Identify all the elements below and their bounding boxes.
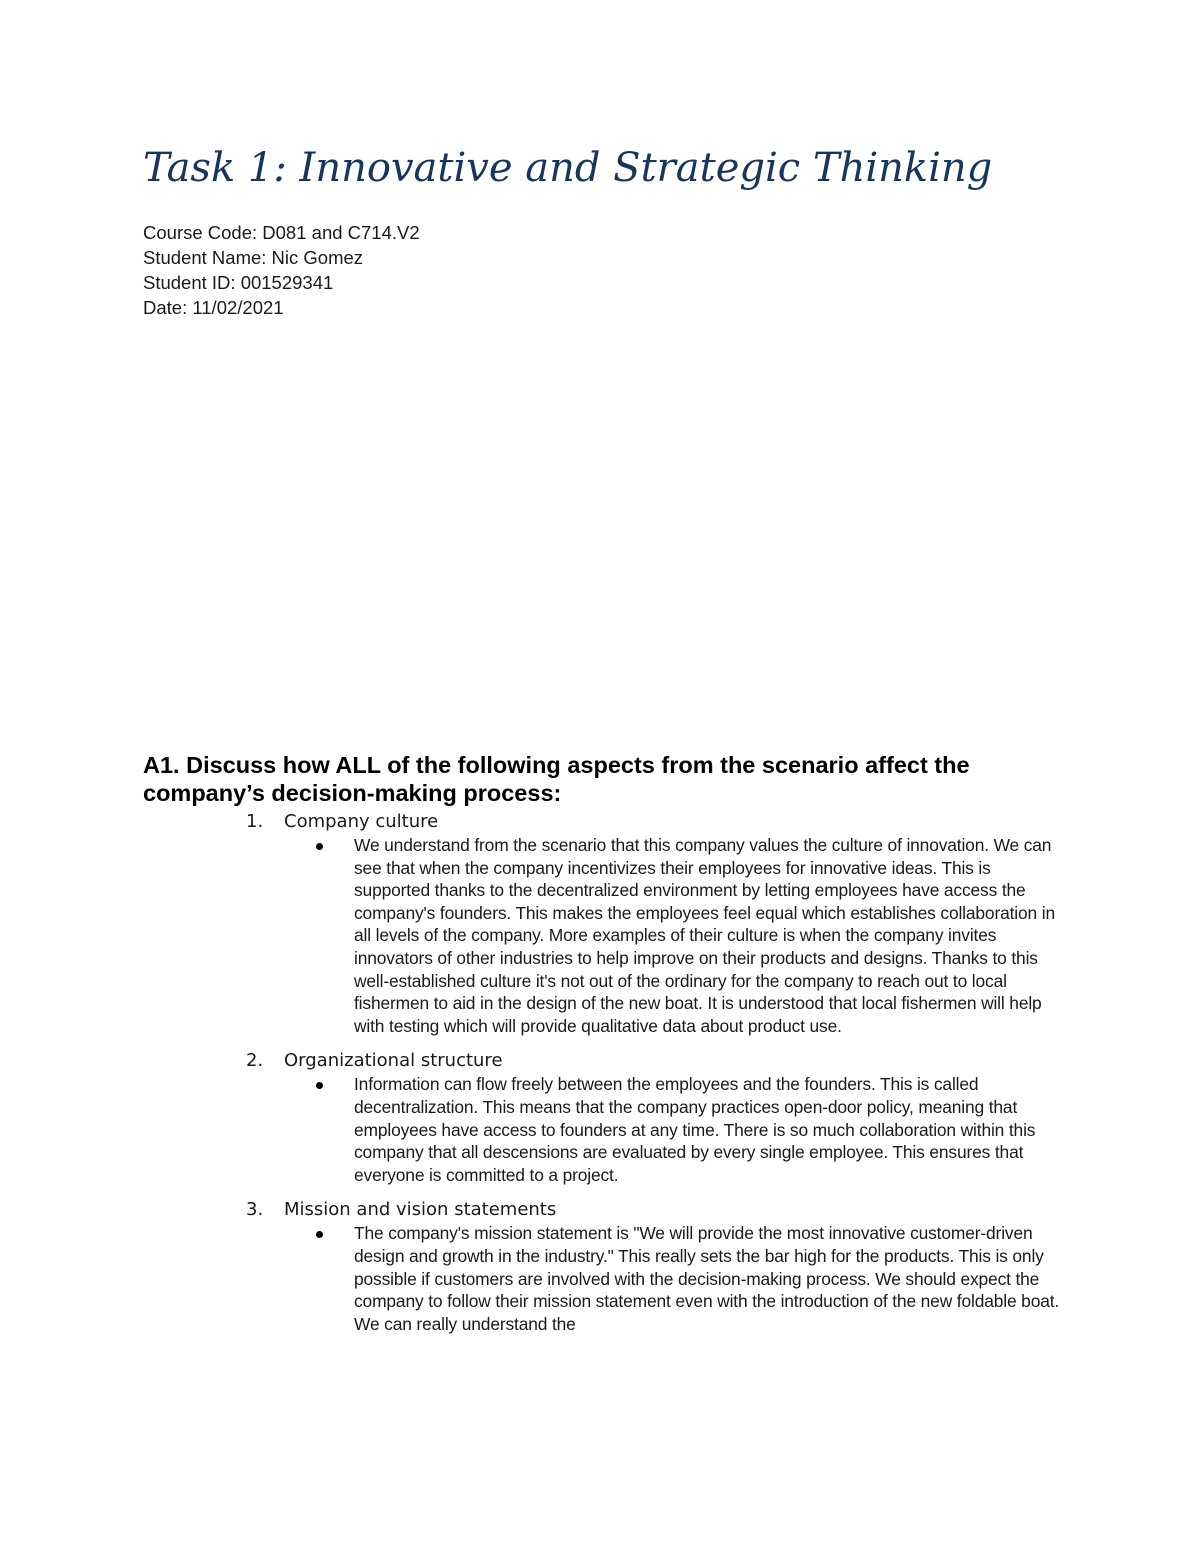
student-name: Student Name: Nic Gomez	[143, 247, 364, 268]
list-item-number: 2.	[246, 1050, 264, 1072]
bullet-point	[0, 834, 1200, 1037]
bullet-icon	[316, 843, 323, 850]
list-item-organizational-structure	[0, 1049, 1200, 1186]
bullet-icon	[316, 1231, 323, 1238]
bullet-text: Information can flow freely between the employees and the founders. This is called decentralization. This means that the company practices open-door policy, meaning that employees have access to founders at any time. There is so much collaboration within this company that all descensions are evaluated by every single employee. This ensures that everyone is committed to a project.	[354, 1074, 1036, 1185]
list-item-number: 3.	[246, 1199, 264, 1221]
bullet-icon	[316, 1082, 323, 1089]
list-item-label: Company culture	[284, 811, 439, 832]
bullet-text: We understand from the scenario that this company values the culture of innovation. We can see that when the company incentivizes their employees for innovative ideas. This is supported thanks to the decentralized environment by letting employees have access the company's founders. This makes the employees feel equal which establishes collaboration in all levels of the company. More examples of their culture is when the company invites innovators of other industries to help improve on their products and designs. Thanks to this well-established culture it's not out of the ordinary for the company to reach out to local fishermen to aid in the design of the new boat. It is understood that local fishermen will help with testing which will provide qualitative data about product use.	[354, 835, 1055, 1036]
student-id: Student ID: 001529341	[143, 272, 334, 293]
list-item-company-culture	[0, 810, 1200, 1037]
course-code: Course Code: D081 and C714.V2	[143, 222, 420, 243]
section-heading: A1. Discuss how ALL of the following aspects from the scenario affect the company’s decision-making process:	[143, 752, 970, 806]
list-item-label: Mission and vision statements	[284, 1199, 557, 1221]
submission-date: Date: 11/02/2021	[143, 297, 284, 318]
list-item-mission-vision	[0, 1198, 1200, 1335]
student-info-block	[143, 220, 420, 320]
list-item-label: Organizational structure	[284, 1050, 503, 1072]
bullet-point	[0, 1222, 1200, 1335]
aspects-list	[0, 810, 1200, 1347]
bullet-point	[0, 1073, 1200, 1186]
bullet-text: The company's mission statement is "We will provide the most innovative customer-driven design and growth in the industry." This really sets the bar high for the products. This is only possible if customers are involved with the decision-making process. We should expect the company to follow their mission statement even with the introduction of the new foldable boat. We can really understand the	[354, 1223, 1060, 1334]
document-title: Task 1: Innovative and Strategic Thinking	[143, 145, 993, 191]
list-item-number: 1.	[246, 811, 264, 832]
